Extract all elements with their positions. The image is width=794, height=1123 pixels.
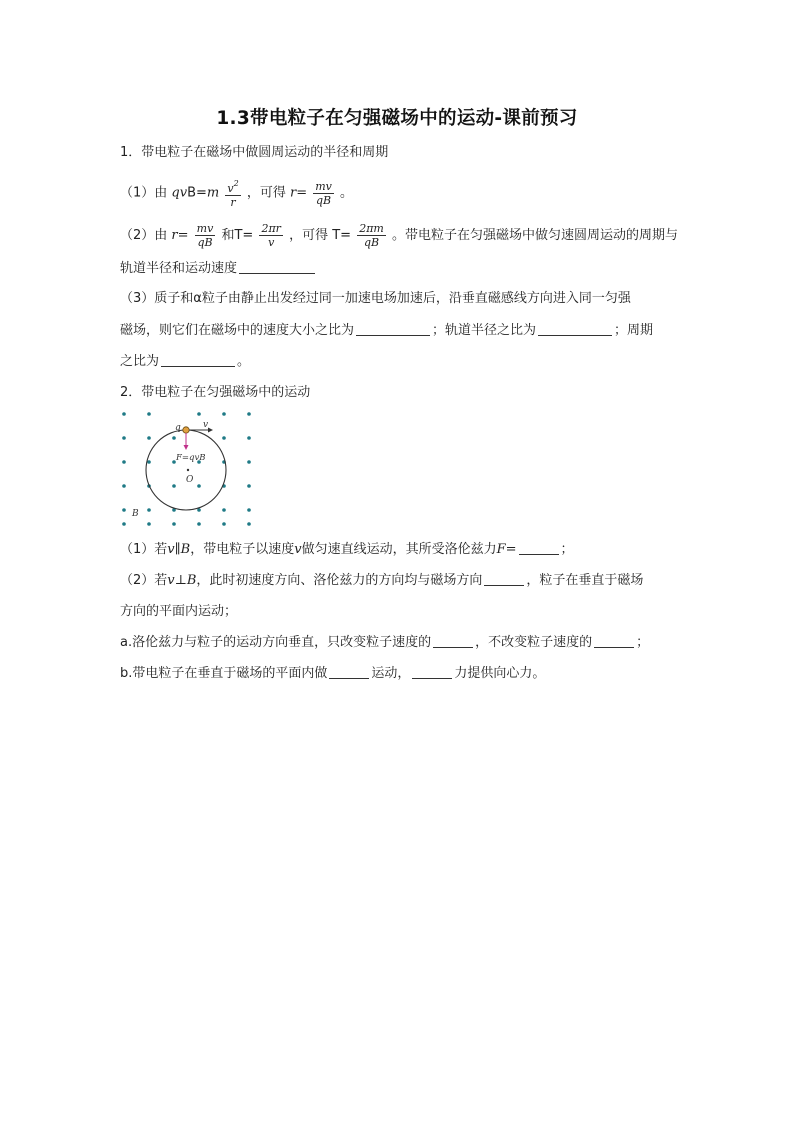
field-dot [197, 522, 201, 526]
field-dot [247, 522, 251, 526]
field-dot [222, 508, 226, 512]
field-dot [197, 484, 201, 488]
answer-blank[interactable] [161, 354, 235, 367]
frac-den: qB [316, 193, 332, 207]
field-dot [147, 460, 151, 464]
q1-p3-text-d: 之比为 [120, 354, 160, 369]
label-o: O [186, 475, 194, 485]
frac-num: v [227, 182, 234, 195]
velocity-arrowhead [208, 428, 213, 433]
field-dot [222, 436, 226, 440]
field-dot [172, 484, 176, 488]
q2-part2 [120, 572, 643, 590]
q2-point-a [120, 634, 649, 652]
fraction-2pim-over-qb [357, 222, 386, 249]
answer-blank[interactable] [239, 261, 315, 274]
answer-blank[interactable] [594, 635, 634, 648]
frac-num: mv [315, 179, 332, 193]
frac-den: r [230, 196, 236, 209]
field-dot [172, 436, 176, 440]
field-dot [247, 508, 251, 512]
q1-p1-prefix: （1）由 [120, 185, 168, 201]
field-dot [122, 412, 126, 416]
q1-part2 [120, 222, 678, 249]
field-dot [172, 522, 176, 526]
q1-heading: 1．带电粒子在磁场中做圆周运动的半径和周期 [120, 145, 389, 160]
field-dot [247, 484, 251, 488]
field-dot [147, 522, 151, 526]
center-point [187, 469, 189, 471]
q1-p1-b: B= [187, 185, 207, 201]
q2-point-b [120, 665, 545, 683]
q1-p2-tail: 。带电粒子在匀强磁场中做匀速圆周运动的周期与 [392, 228, 679, 243]
q2-a-text-c: ； [636, 635, 650, 650]
label-v: v [203, 420, 209, 430]
field-dot [147, 436, 151, 440]
field-dot [197, 412, 201, 416]
frac-den: v [268, 236, 275, 249]
fraction-mv-over-qb [313, 180, 334, 207]
answer-blank[interactable] [412, 666, 452, 679]
field-dot [222, 412, 226, 416]
label-b: B [132, 509, 139, 519]
answer-blank[interactable] [484, 573, 524, 586]
q1-p1-qv: qv [171, 185, 188, 201]
q1-p1-mid: ，可得 [246, 185, 286, 201]
frac-den: qB [197, 236, 213, 249]
q1-part3-line3 [120, 353, 250, 371]
field-dot [247, 412, 251, 416]
fraction-v2-over-r [225, 177, 240, 209]
q2-heading: 2．带电粒子在匀强磁场中的运动 [120, 385, 311, 400]
q1-p3-text-c: ；周期 [614, 323, 654, 338]
fraction-mv-over-qb [195, 222, 216, 249]
field-dot [147, 508, 151, 512]
field-dot [147, 412, 151, 416]
frac-sup: 2 [233, 179, 239, 188]
answer-blank[interactable] [519, 542, 559, 555]
field-dot [247, 436, 251, 440]
page-title: 1.3带电粒子在匀强磁场中的运动-课前预习 [216, 108, 578, 129]
q1-p2-mid: ，可得 T= [289, 228, 352, 243]
q1-p2-line2-text: 轨道半径和运动速度 [120, 261, 238, 276]
label-q: q [175, 423, 181, 433]
q1-p3-text-b: ；轨道半径之比为 [432, 323, 537, 338]
magnetic-field-figure [118, 408, 260, 530]
frac-num: 2πm [359, 222, 384, 235]
q1-part1 [120, 177, 353, 209]
q2-b-text-b: 运动， [371, 666, 411, 681]
field-dot [247, 460, 251, 464]
field-dot [122, 460, 126, 464]
answer-blank[interactable] [356, 323, 430, 336]
q2-s1-f: F= [496, 542, 517, 557]
q2-s1-v: v [294, 542, 302, 557]
q2-s1-d: ； [560, 542, 574, 557]
q2-s2-c: ，粒子在垂直于磁场 [526, 573, 644, 588]
field-dot [222, 522, 226, 526]
q2-b-text-a: b.带电粒子在垂直于磁场的平面内做 [120, 666, 328, 681]
answer-blank[interactable] [329, 666, 369, 679]
q1-p1-end: 。 [340, 185, 354, 201]
q1-p1-r: r= [289, 185, 308, 201]
q2-part2-line2: 方向的平面内运动； [120, 604, 238, 619]
q2-part1 [120, 541, 574, 559]
force-arrowhead [184, 445, 189, 450]
q2-s2-b: ，此时初速度方向、洛伦兹力的方向均与磁场方向 [196, 573, 483, 588]
q2-s1-a: （1）若 [120, 542, 168, 557]
q1-p2-r: r= [171, 228, 189, 243]
field-dot [122, 484, 126, 488]
q2-b-text-c: 力提供向心力。 [454, 666, 546, 681]
q2-s2-a: （2）若 [120, 573, 168, 588]
q1-p2-and: 和T= [221, 228, 254, 243]
field-dot [122, 436, 126, 440]
fraction-2pir-over-v [259, 222, 283, 249]
q2-a-text-b: ，不改变粒子速度的 [475, 635, 593, 650]
q2-a-text-a: a.洛伦兹力与粒子的运动方向垂直，只改变粒子速度的 [120, 635, 432, 650]
q2-s1-b: ，带电粒子以速度 [190, 542, 295, 557]
q2-s2-cond: v⊥B [167, 573, 197, 588]
q2-s1-cond: v∥B [167, 542, 191, 557]
q1-part2-line2 [120, 260, 317, 278]
q1-p2-prefix: （2）由 [120, 228, 168, 243]
label-force: F=qvB [176, 453, 206, 463]
field-dot [122, 508, 126, 512]
field-dot [122, 522, 126, 526]
q2-s1-c: 做匀速直线运动，其所受洛伦兹力 [301, 542, 497, 557]
answer-blank[interactable] [433, 635, 473, 648]
q1-p3-text-e: 。 [237, 354, 251, 369]
frac-num: mv [196, 222, 214, 235]
q1-p1-m: m [206, 185, 220, 201]
frac-num: 2πr [261, 222, 281, 235]
particle [183, 427, 189, 433]
q1-part3-line2 [120, 322, 653, 340]
frac-den: qB [363, 236, 380, 249]
q1-p3-text-a: 磁场，则它们在磁场中的速度大小之比为 [120, 323, 355, 338]
q1-part3-line1: （3）质子和α粒子由静止出发经过同一加速电场加速后，沿垂直磁感线方向进入同一匀强 [120, 291, 631, 306]
answer-blank[interactable] [538, 323, 612, 336]
